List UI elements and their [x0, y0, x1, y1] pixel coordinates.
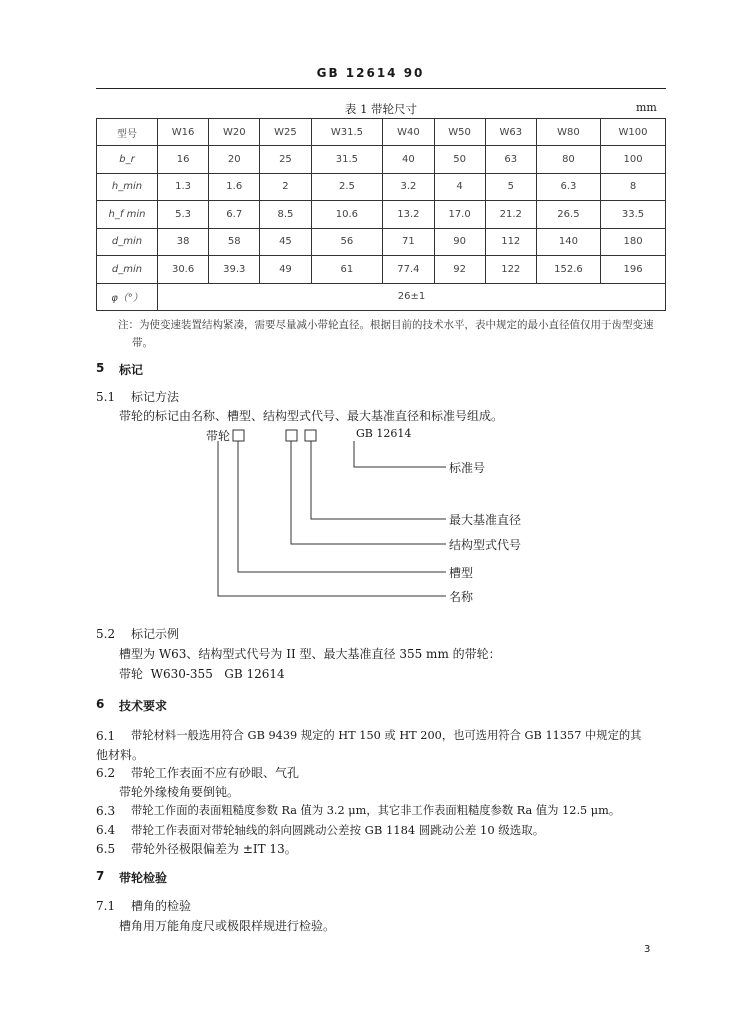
table-header-cell: W63: [485, 119, 536, 146]
table-header-cell: W20: [209, 119, 260, 146]
table-header-cell: W16: [158, 119, 209, 146]
table-header-cell: W50: [434, 119, 485, 146]
clause-5-1-text: 带轮的标记由名称、槽型、结构型式代号、最大基准直径和标准号组成。: [119, 409, 504, 423]
table-cell: 77.4: [383, 256, 434, 284]
table-cell: 25: [260, 146, 311, 174]
page-number: 3: [644, 944, 651, 955]
diagram-label-max-diameter: 最大基准直径: [449, 513, 522, 527]
diagram-label-groove-type: 槽型: [449, 566, 474, 580]
table-cell: 2: [260, 173, 311, 201]
table-cell: 5: [485, 173, 536, 201]
table-cell: 20: [209, 146, 260, 174]
clause-5-2-number: 5.2: [96, 627, 116, 641]
table-cell: 31.5: [311, 146, 383, 174]
table-cell: 90: [434, 228, 485, 256]
table-cell: 5.3: [158, 201, 209, 229]
diagram-label-standard-no: 标准号: [449, 461, 486, 475]
clause-6-1-continued: 他材料。: [96, 748, 145, 762]
table-unit: mm: [636, 101, 657, 114]
clause-6-4-number: 6.4: [96, 823, 116, 837]
header-rule: [96, 88, 666, 89]
table-cell: 45: [260, 228, 311, 256]
note-line: 带。: [132, 337, 153, 349]
table-cell: 80: [536, 146, 600, 174]
row-label: φ（°）: [97, 283, 158, 311]
table-cell: 56: [311, 228, 383, 256]
section-7-title: 带轮检验: [119, 871, 168, 885]
table-cell: 1.6: [209, 173, 260, 201]
table-cell: 63: [485, 146, 536, 174]
table-cell: 16: [158, 146, 209, 174]
table-cell: 8: [601, 173, 666, 201]
table-cell: 61: [311, 256, 383, 284]
table-cell: 3.2: [383, 173, 434, 201]
table-cell: 8.5: [260, 201, 311, 229]
row-label: b_r: [97, 146, 158, 174]
clause-7-1-title: 槽角的检验: [131, 899, 192, 913]
table-cell: 180: [601, 228, 666, 256]
clause-6-4-text: 带轮工作表面对带轮轴线的斜向圆跳动公差按 GB 1184 圆跳动公差 10 级选取。: [131, 823, 545, 837]
table-cell: 26.5: [536, 201, 600, 229]
section-6-title: 技术要求: [119, 699, 168, 713]
merged-cell: 26±1: [158, 283, 666, 311]
note-line: 注：为使变速装置结构紧凑，需要尽量减小带轮直径。根据目前的技术水平，表中规定的最小直径值仅用于齿型变速: [118, 319, 654, 331]
table-cell: 49: [260, 256, 311, 284]
table-caption: 表 1 带轮尺寸: [344, 102, 418, 116]
clause-5-1-number: 5.1: [96, 390, 116, 404]
table-cell: 6.3: [536, 173, 600, 201]
diagram-label-name: 名称: [449, 590, 474, 604]
table-cell: 50: [434, 146, 485, 174]
table-cell: 152.6: [536, 256, 600, 284]
table-row: [97, 173, 666, 201]
table-header-cell: W100: [601, 119, 666, 146]
clause-5-2-text: 槽型为 W63、结构型式代号为 II 型、最大基准直径 355 mm 的带轮：: [119, 647, 501, 661]
table-cell: 122: [485, 256, 536, 284]
table-header-cell: W31.5: [311, 119, 383, 146]
section-6-number: 6: [96, 697, 105, 711]
clause-6-2-text: 带轮工作表面不应有砂眼、气孔: [131, 766, 300, 780]
table-cell: 39.3: [209, 256, 260, 284]
clause-5-2-title: 标记示例: [131, 627, 180, 641]
row-label: d_min: [97, 228, 158, 256]
table-cell: 92: [434, 256, 485, 284]
table-cell: 40: [383, 146, 434, 174]
table-cell: 1.3: [158, 173, 209, 201]
table-header-cell: W25: [260, 119, 311, 146]
section-5-title: 标记: [119, 363, 144, 377]
clause-6-2-number: 6.2: [96, 766, 116, 780]
table-row: [97, 201, 666, 229]
table-cell: 112: [485, 228, 536, 256]
clause-6-2-continued: 带轮外缘棱角要倒钝。: [119, 785, 240, 799]
row-label: h_min: [97, 173, 158, 201]
table-cell: 6.7: [209, 201, 260, 229]
diagram-lead-text: 带轮: [206, 429, 231, 443]
clause-6-5-number: 6.5: [96, 842, 116, 856]
table-cell: 33.5: [601, 201, 666, 229]
table-header-cell: W80: [536, 119, 600, 146]
row-label: h_f min: [97, 201, 158, 229]
table-cell: 58: [209, 228, 260, 256]
table-row: [97, 256, 666, 284]
table-cell: 196: [601, 256, 666, 284]
clause-7-1-text: 槽角用万能角度尺或极限样规进行检验。: [119, 919, 336, 933]
diagram-label-structure-code: 结构型式代号: [449, 538, 522, 552]
document-code-header: GB 12614 90: [316, 66, 425, 80]
clause-6-3-text: 带轮工作面的表面粗糙度参数 Ra 值为 3.2 μm，其它非工作表面粗糙度参数 Ra 值为 12.5 μm。: [131, 804, 621, 817]
section-7-number: 7: [96, 869, 105, 883]
table-cell: 17.0: [434, 201, 485, 229]
table-cell: 100: [601, 146, 666, 174]
clause-5-1-title: 标记方法: [131, 390, 180, 404]
table-row: [97, 283, 666, 311]
clause-6-3-number: 6.3: [96, 804, 116, 818]
table-header-row: [97, 119, 666, 146]
table-cell: 4: [434, 173, 485, 201]
table-cell: 13.2: [383, 201, 434, 229]
table-cell: 10.6: [311, 201, 383, 229]
table-header-cell: W40: [383, 119, 434, 146]
clause-6-5-text: 带轮外径极限偏差为 ±IT 13。: [131, 842, 297, 856]
table-cell: 38: [158, 228, 209, 256]
table-cell: 140: [536, 228, 600, 256]
belt-pulley-dimensions-table: [96, 118, 666, 311]
row-label: d_min: [97, 256, 158, 284]
diagram-standard-text: GB 12614: [356, 427, 412, 440]
table-row: [97, 146, 666, 174]
section-5-number: 5: [96, 361, 105, 375]
clause-6-1-text: 带轮材料一般选用符合 GB 9439 规定的 HT 150 或 HT 200，也可选用符合 GB 11357 中规定的其: [131, 729, 642, 742]
clause-5-2-example: 带轮 W630-355 GB 12614: [119, 667, 285, 681]
clause-6-1-number: 6.1: [96, 729, 116, 743]
table-row: [97, 228, 666, 256]
table-cell: 71: [383, 228, 434, 256]
clause-7-1-number: 7.1: [96, 899, 116, 913]
table-cell: 30.6: [158, 256, 209, 284]
table-cell: 2.5: [311, 173, 383, 201]
table-note: [118, 316, 678, 352]
table-header-cell: 型号: [97, 119, 158, 146]
table-cell: 21.2: [485, 201, 536, 229]
